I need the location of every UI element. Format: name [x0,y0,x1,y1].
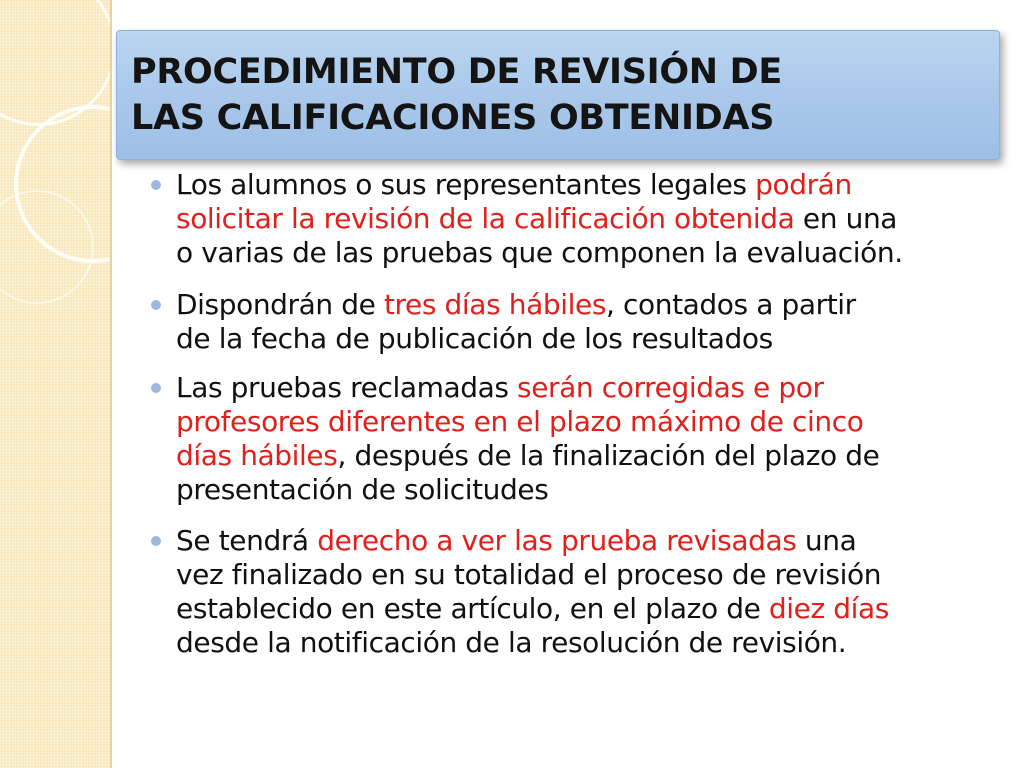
bullet-3-line-3 [176,439,879,473]
bullet-dot-icon [151,536,161,546]
bullet-2-line-2 [176,322,773,356]
slide-title-box [116,30,1000,160]
bullet-dot-icon [151,383,161,393]
text-run: desde la notificación de la resolución de revisión. [176,626,847,659]
bullet-4-line-4 [176,626,846,660]
text-run: una [796,524,857,557]
side-panel-edge [110,0,112,768]
bullet-3-line-2 [176,405,863,439]
text-run: o varias de las pruebas que componen la evaluación. [176,236,903,269]
text-run: en una [794,202,898,235]
text-run: Se tendrá [176,524,318,557]
text-run: , después de la finalización del plazo de [337,439,880,472]
bullet-4-line-1 [176,524,856,558]
text-run: de la fecha de publicación de los resultados [176,322,773,355]
highlight-run: solicitar la revisión de la calificación obtenida [176,202,795,235]
text-run: Los alumnos o sus representantes legales [176,168,756,201]
text-run: , contados a partir [606,288,856,321]
text-run: vez finalizado en su totalidad el proceso de revisión [176,558,882,591]
highlight-run: diez días [768,592,889,625]
slide-title-line-1: PROCEDIMIENTO DE REVISIÓN DE [131,52,783,92]
decorative-side-panel [0,0,112,768]
highlight-run: días hábiles [176,439,338,472]
highlight-run: tres días hábiles [383,288,607,321]
bullet-2-line-1 [176,288,856,322]
text-run: Las pruebas reclamadas [176,371,518,404]
bullet-1-line-2 [176,202,897,236]
highlight-run: derecho a ver las prueba revisadas [317,524,797,557]
bullet-dot-icon [151,300,161,310]
bullet-3-line-4 [176,473,548,507]
highlight-run: podrán [755,168,852,201]
text-run: establecido en este artículo, en el plazo de [176,592,769,625]
highlight-run: profesores diferentes en el plazo máximo de cinco [176,405,864,438]
bullet-1-line-1 [176,168,852,202]
slide-title-line-2: LAS CALIFICACIONES OBTENIDAS [131,98,775,138]
highlight-run: serán corregidas e por [517,371,824,404]
bullet-dot-icon [151,180,161,190]
text-run: Dispondrán de [176,288,384,321]
bullet-4-line-3 [176,592,889,626]
text-run: presentación de solicitudes [176,473,549,506]
bullet-3-line-1 [176,371,824,405]
bullet-1-line-3 [176,236,903,270]
bullet-4-line-2 [176,558,881,592]
